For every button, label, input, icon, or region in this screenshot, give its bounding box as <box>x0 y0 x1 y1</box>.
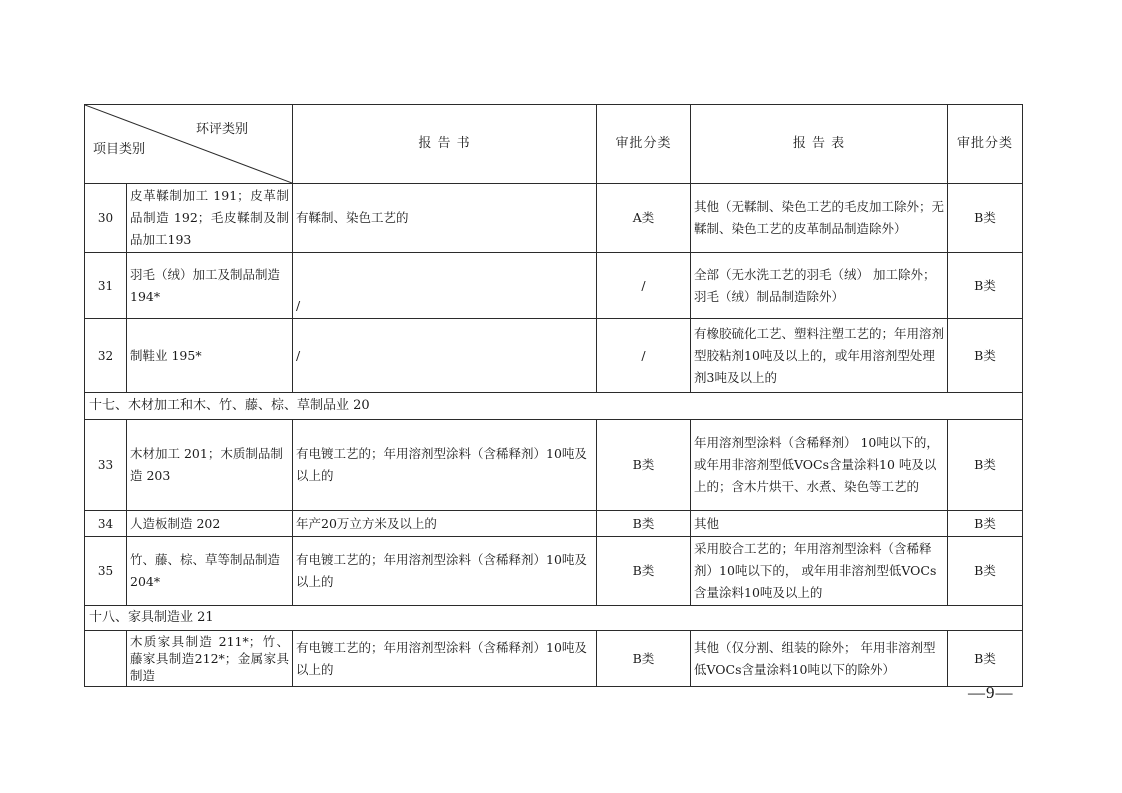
row-number: 35 <box>85 537 127 606</box>
report-book-criteria: 有鞣制、染色工艺的 <box>293 184 597 253</box>
table-row <box>85 511 1023 537</box>
approval-class-form: B类 <box>948 184 1023 253</box>
report-book-criteria: / <box>293 319 597 393</box>
report-book-criteria: 有电镀工艺的；年用溶剂型涂料（含稀释剂）10吨及以上的 <box>293 631 597 687</box>
approval-class-book: / <box>597 253 691 319</box>
header-approval-class-2: 审批分类 <box>948 105 1023 184</box>
project-category: 制鞋业 195* <box>127 319 293 393</box>
table-row <box>85 420 1023 511</box>
approval-class-book: B类 <box>597 631 691 687</box>
approval-class-book: / <box>597 319 691 393</box>
header-eia-category: 环评类别 <box>195 122 248 137</box>
report-book-criteria: 年产20万立方米及以上的 <box>293 511 597 537</box>
header-project-category: 项目类别 <box>93 142 146 157</box>
report-book-criteria: / <box>293 253 597 319</box>
eia-classification-table <box>84 104 1023 687</box>
approval-class-form: B类 <box>948 511 1023 537</box>
table-row <box>85 631 1023 687</box>
header-report-book: 报 告 书 <box>293 105 597 184</box>
row-number: 34 <box>85 511 127 537</box>
row-number <box>85 631 127 687</box>
project-category: 木材加工 201；木质制品制造 203 <box>127 420 293 511</box>
approval-class-book: A类 <box>597 184 691 253</box>
report-form-criteria: 采用胶合工艺的；年用溶剂型涂料（含稀释剂）10吨以下的， 或年用非溶剂型低VOCs含量涂料10吨及以上的 <box>691 537 948 606</box>
approval-class-form: B类 <box>948 420 1023 511</box>
project-category: 皮革鞣制加工 191；皮革制品制造 192；毛皮鞣制及制品加工193 <box>127 184 293 253</box>
row-number: 33 <box>85 420 127 511</box>
report-book-criteria: 有电镀工艺的；年用溶剂型涂料（含稀释剂）10吨及以上的 <box>293 420 597 511</box>
project-category: 竹、藤、棕、草等制品制造 204* <box>127 537 293 606</box>
approval-class-form: B类 <box>948 253 1023 319</box>
report-form-criteria: 年用溶剂型涂料（含稀释剂） 10吨以下的，或年用非溶剂型低VOCs含量涂料10 吨及以上的；含木片烘干、水煮、染色等工艺的 <box>691 420 948 511</box>
report-form-criteria: 其他 <box>691 511 948 537</box>
report-form-criteria: 全部（无水洗工艺的羽毛（绒） 加工除外；羽毛（绒）制品制造除外） <box>691 253 948 319</box>
header-report-form: 报 告 表 <box>691 105 948 184</box>
table-header-row <box>85 105 1023 184</box>
approval-class-book: B类 <box>597 511 691 537</box>
project-category: 人造板制造 202 <box>127 511 293 537</box>
row-number: 32 <box>85 319 127 393</box>
approval-class-form: B类 <box>948 537 1023 606</box>
section-title-17: 十七、木材加工和木、竹、藤、棕、草制品业 20 <box>85 393 1023 420</box>
approval-class-form: B类 <box>948 319 1023 393</box>
row-number: 31 <box>85 253 127 319</box>
report-book-criteria: 有电镀工艺的；年用溶剂型涂料（含稀释剂）10吨及以上的 <box>293 537 597 606</box>
section-row <box>85 393 1023 420</box>
report-form-criteria: 其他（仅分割、组装的除外； 年用非溶剂型低VOCs含量涂料10吨以下的除外） <box>691 631 948 687</box>
section-title-18: 十八、家具制造业 21 <box>85 606 1023 631</box>
page-number: —9— <box>968 683 1014 702</box>
project-category: 羽毛（绒）加工及制品制造 194* <box>127 253 293 319</box>
approval-class-form: B类 <box>948 631 1023 687</box>
diagonal-header-cell <box>85 105 293 184</box>
row-number: 30 <box>85 184 127 253</box>
report-form-criteria: 有橡胶硫化工艺、塑料注塑工艺的；年用溶剂型胶粘剂10吨及以上的，或年用溶剂型处理剂3吨及以上的 <box>691 319 948 393</box>
header-approval-class-1: 审批分类 <box>597 105 691 184</box>
report-form-criteria: 其他（无鞣制、染色工艺的毛皮加工除外；无鞣制、染色工艺的皮革制品制造除外） <box>691 184 948 253</box>
table-row <box>85 537 1023 606</box>
approval-class-book: B类 <box>597 537 691 606</box>
table-row <box>85 253 1023 319</box>
table-row <box>85 184 1023 253</box>
project-category: 木质家具制造 211*；竹、藤家具制造212*；金属家具制造 <box>127 631 293 687</box>
section-row <box>85 606 1023 631</box>
table-row <box>85 319 1023 393</box>
approval-class-book: B类 <box>597 420 691 511</box>
